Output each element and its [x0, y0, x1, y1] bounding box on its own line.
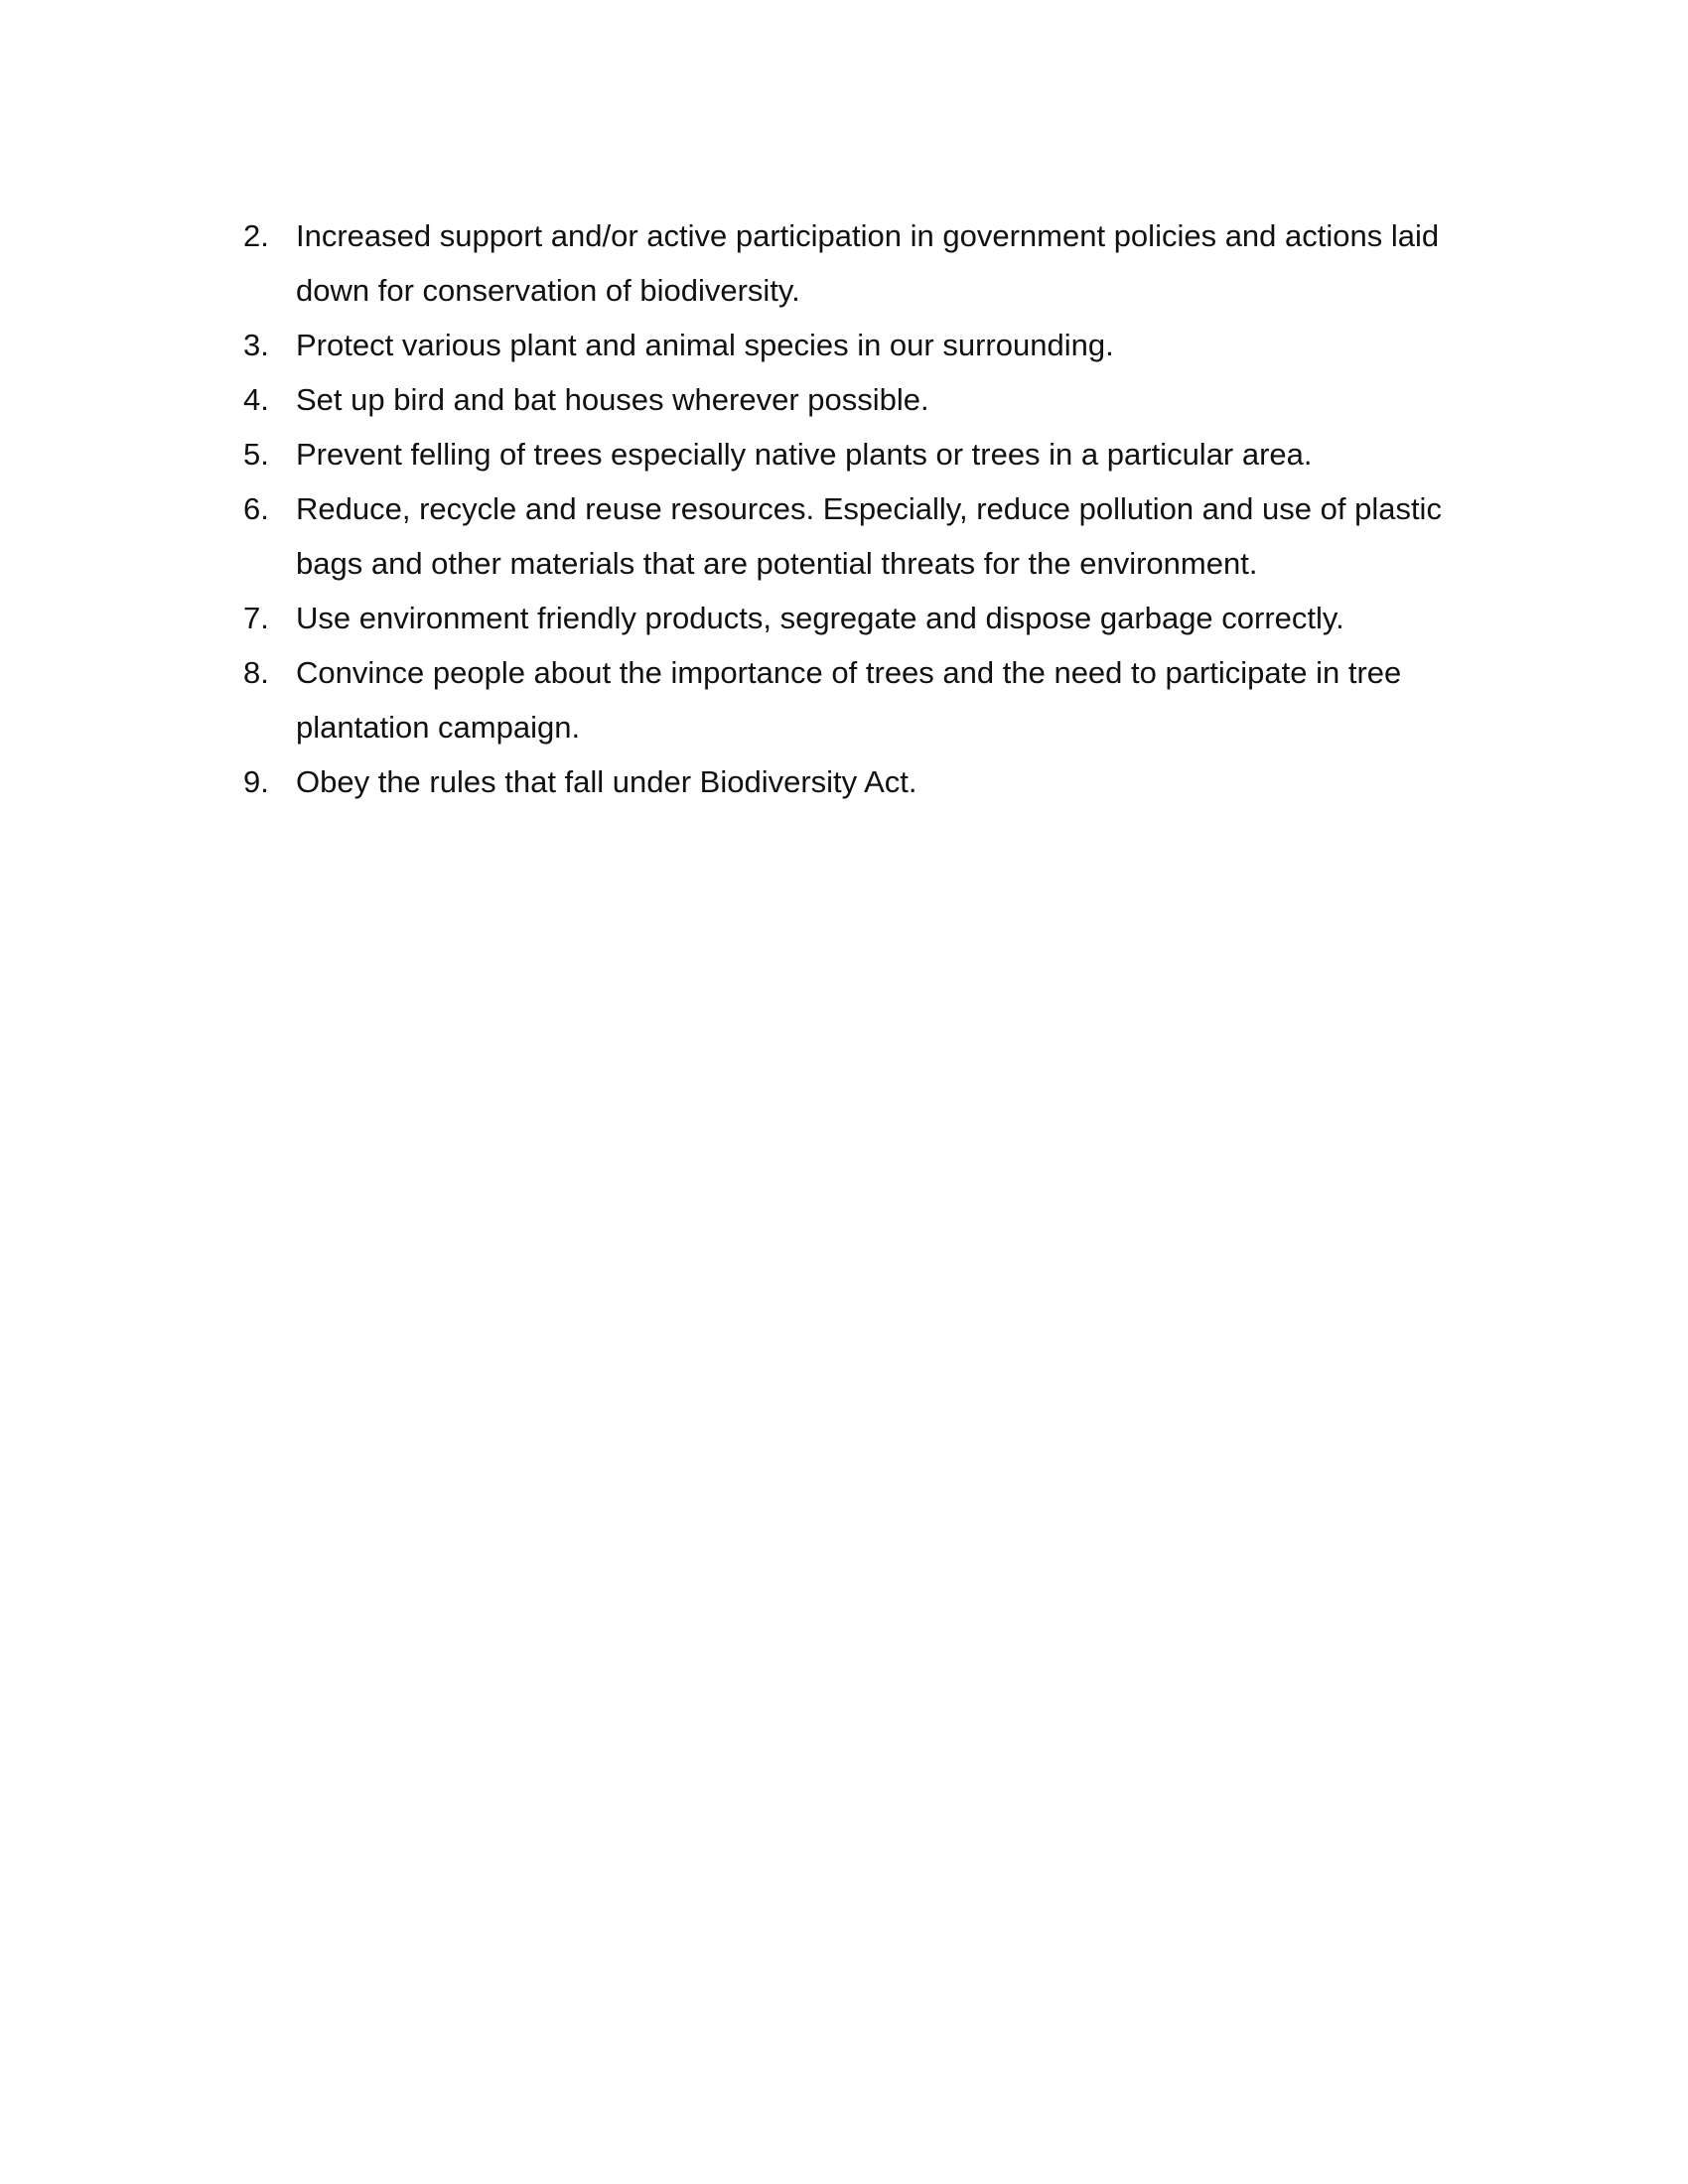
list-item	[243, 318, 1494, 372]
list-item	[243, 427, 1494, 481]
list-item-number: 3.	[243, 328, 269, 362]
list-item	[243, 208, 1494, 318]
list-item-text: Prevent felling of trees especially native plants or trees in a particular area.	[296, 437, 1313, 472]
list-item-number: 2.	[243, 218, 269, 253]
list-item-number: 9.	[243, 764, 269, 799]
list-item-text: Use environment friendly products, segregate and dispose garbage correctly.	[296, 601, 1344, 635]
numbered-list	[243, 208, 1494, 809]
list-item-text: Increased support and/or active participation in government policies and actions laid down for conservation of biodiversity.	[296, 218, 1440, 308]
list-item	[243, 591, 1494, 645]
list-item-text: Obey the rules that fall under Biodiversity Act.	[296, 764, 917, 799]
list-item-number: 8.	[243, 655, 269, 690]
list-item	[243, 645, 1494, 754]
list-item	[243, 372, 1494, 427]
list-item	[243, 754, 1494, 809]
list-item-number: 6.	[243, 491, 269, 526]
list-item-text: Set up bird and bat houses wherever possible.	[296, 382, 929, 417]
list-item-number: 5.	[243, 437, 269, 472]
list-item-text: Convince people about the importance of trees and the need to participate in tree plantation campaign.	[296, 655, 1402, 745]
list-item-number: 4.	[243, 382, 269, 417]
list-item-text: Protect various plant and animal species in our surrounding.	[296, 328, 1114, 362]
list-item	[243, 481, 1494, 591]
list-item-number: 7.	[243, 601, 269, 635]
list-item-text: Reduce, recycle and reuse resources. Especially, reduce pollution and use of plastic bags and other materials that are potential threats for the environment.	[296, 491, 1442, 581]
